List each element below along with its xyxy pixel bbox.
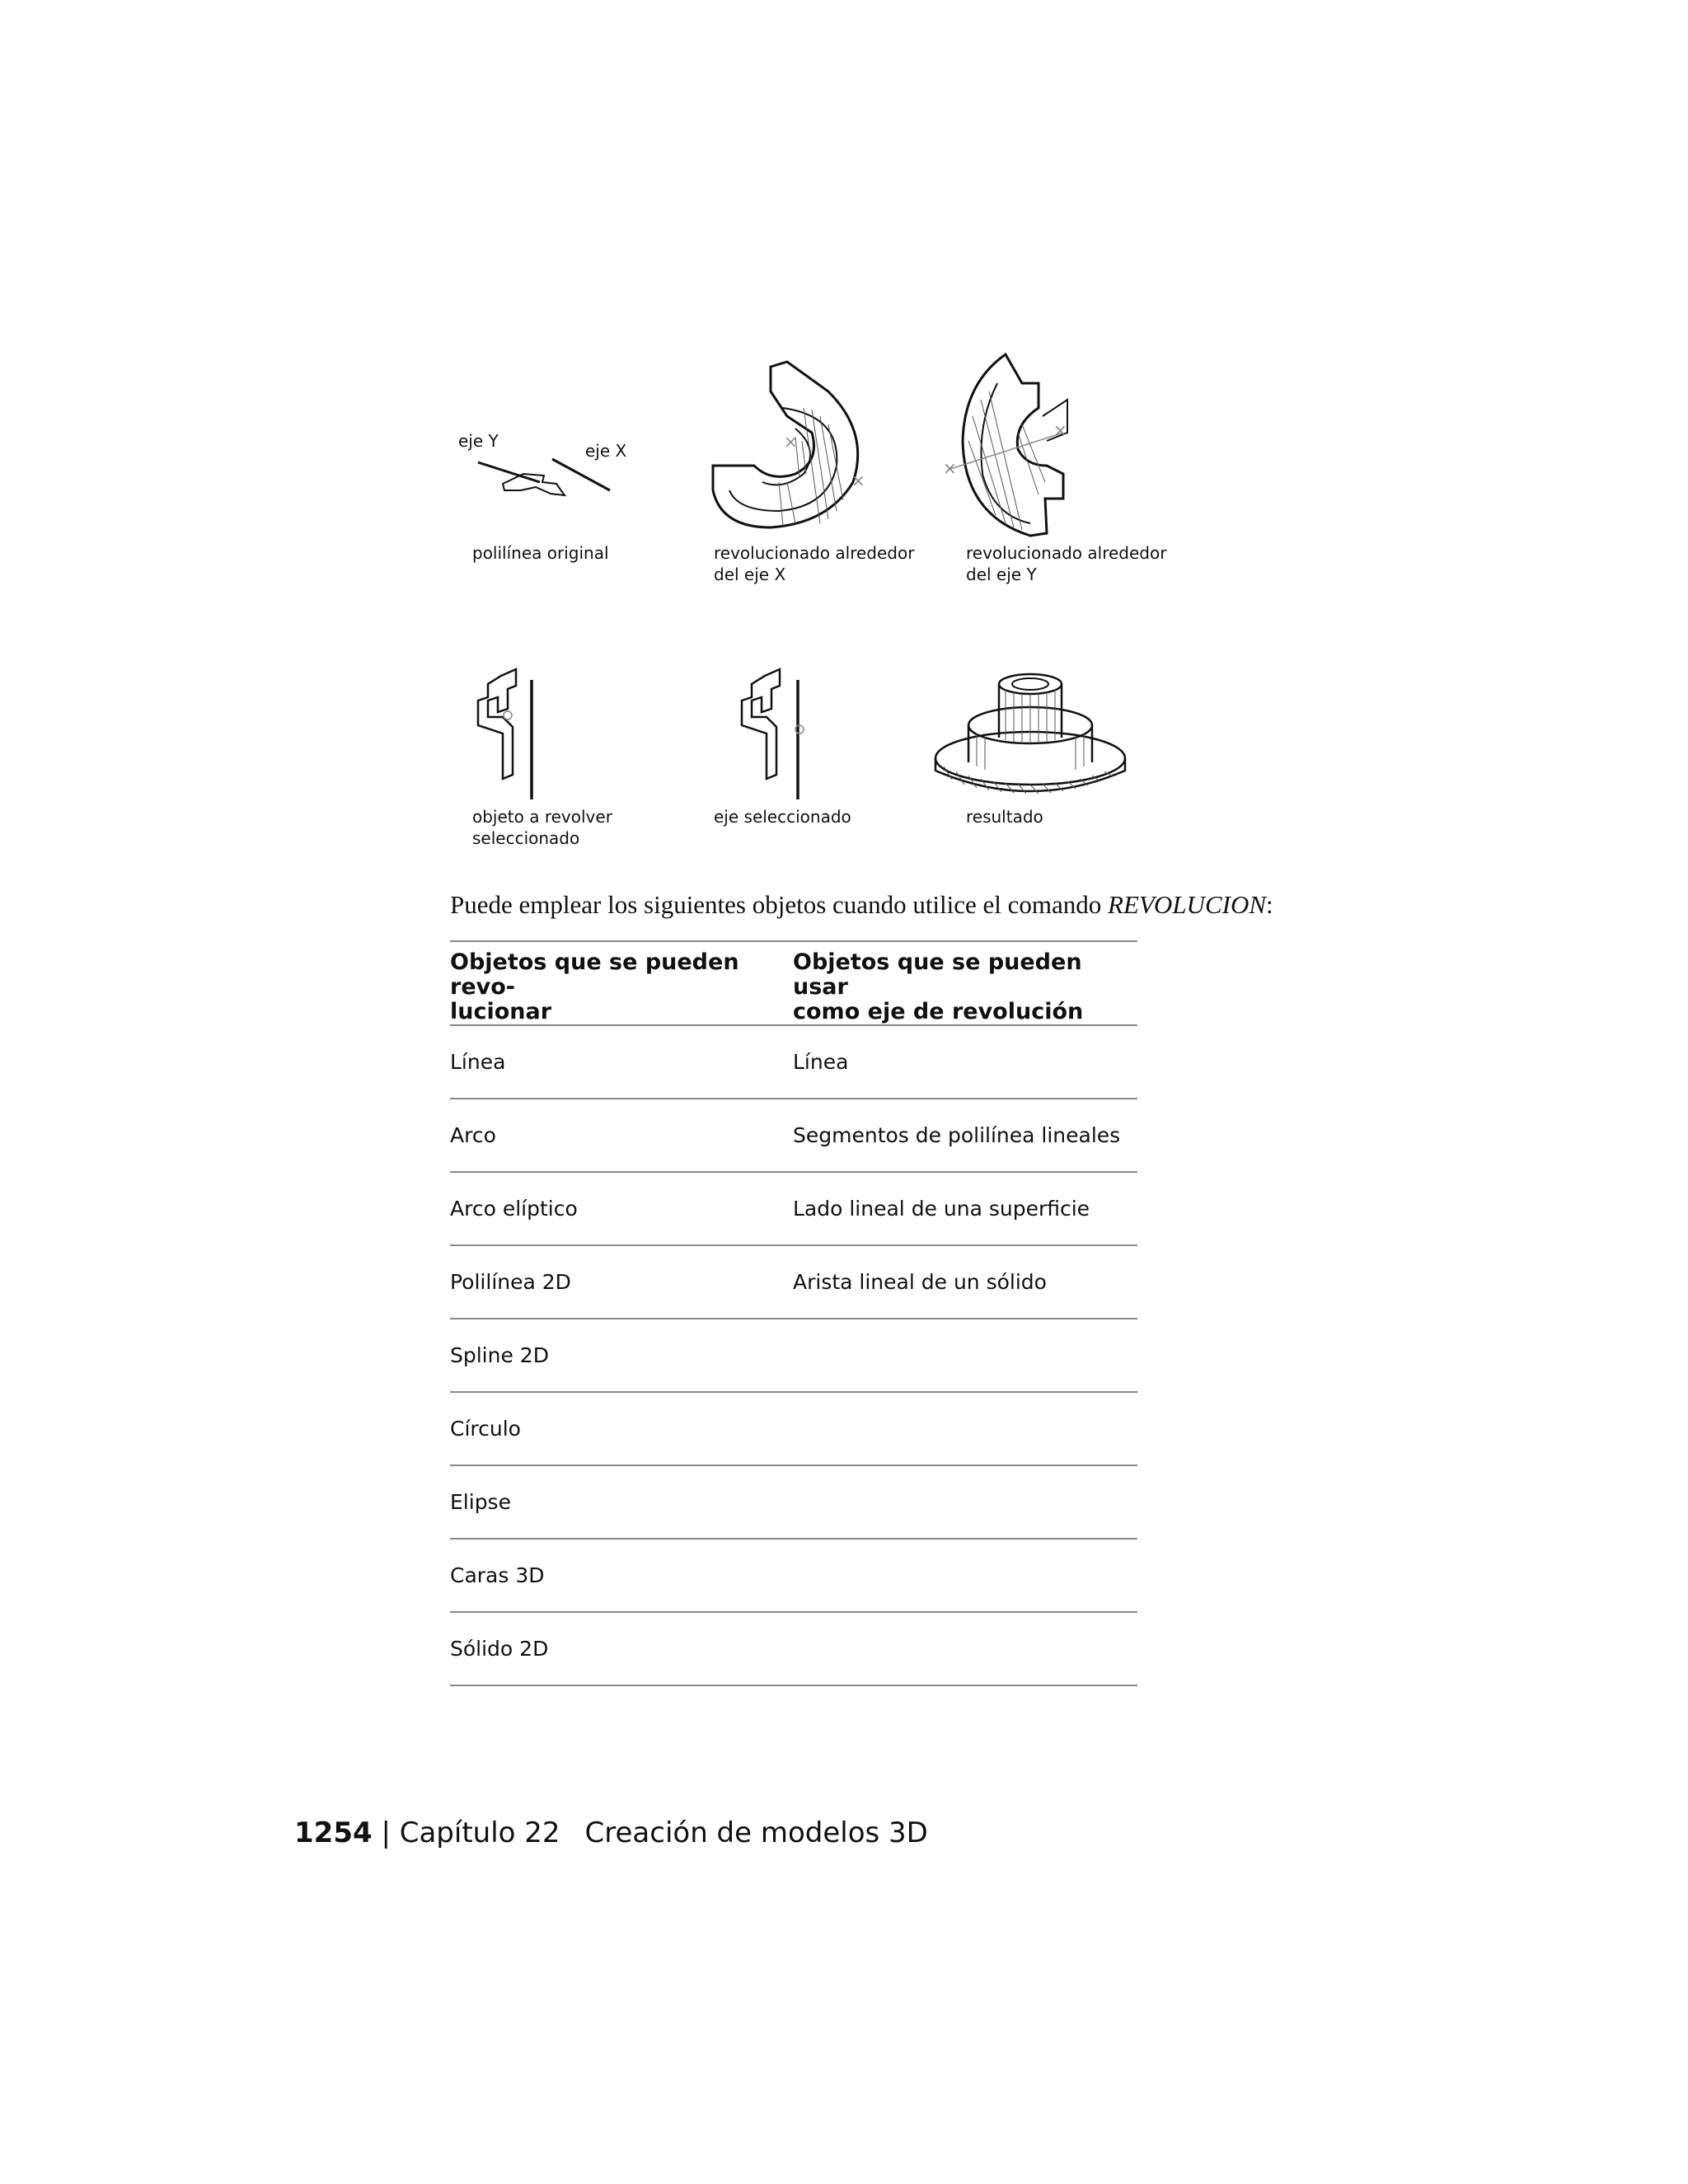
chapter-label: Capítulo 22 — [399, 1816, 560, 1849]
object-selected-drawing — [470, 668, 560, 804]
cell-revolvable-object: Arco elíptico — [450, 1172, 793, 1245]
result-drawing — [931, 668, 1129, 799]
cell-revolvable-object: Sólido 2D — [450, 1612, 793, 1685]
svg-text:×: × — [851, 471, 865, 490]
axis-y-label: eje Y — [458, 431, 499, 451]
figure-axis-selected — [734, 668, 824, 804]
cell-axis-object — [793, 1392, 1137, 1465]
figure-polyline-original — [445, 424, 643, 523]
intro-text: Puede emplear los siguientes objetos cuando utilice el comando — [450, 890, 1109, 919]
figure-result — [931, 668, 1129, 799]
table-row — [450, 1025, 1137, 1099]
cell-axis-object — [793, 1465, 1137, 1539]
page-number: 1254 — [294, 1816, 373, 1849]
polyline-drawing — [445, 424, 643, 523]
cell-axis-object — [793, 1539, 1137, 1612]
cell-axis-object — [793, 1612, 1137, 1685]
intro-paragraph — [450, 890, 1439, 920]
caption-axis-selected: eje seleccionado — [714, 807, 851, 827]
footer-separator: | — [372, 1816, 400, 1849]
cell-axis-object: Línea — [793, 1025, 1137, 1099]
chapter-title: Creación de modelos 3D — [584, 1816, 928, 1849]
svg-text:×: × — [1053, 420, 1067, 440]
cell-axis-object: Arista lineal de un sólido — [793, 1245, 1137, 1319]
table-row — [450, 1172, 1137, 1245]
page-footer — [294, 1816, 928, 1849]
table-row — [450, 1465, 1137, 1539]
header-revolvable-objects: Objetos que se pueden revo- lucionar — [450, 941, 793, 1025]
figure-revolved-y — [943, 350, 1121, 540]
svg-text:×: × — [943, 458, 957, 478]
svg-text:×: × — [784, 432, 798, 452]
table-header-row — [450, 941, 1137, 1025]
intro-suffix: : — [1266, 890, 1273, 919]
cell-revolvable-object: Elipse — [450, 1465, 793, 1539]
cell-axis-object — [793, 1319, 1137, 1392]
cell-revolvable-object: Arco — [450, 1099, 793, 1172]
caption-revolved-x: revolucionado alrededor del eje X — [714, 543, 915, 584]
table-row — [450, 1539, 1137, 1612]
cell-revolvable-object: Caras 3D — [450, 1539, 793, 1612]
cell-axis-object: Lado lineal de una superficie — [793, 1172, 1137, 1245]
figure-object-selected — [470, 668, 560, 804]
revolved-y-drawing — [943, 350, 1121, 540]
axis-x-label: eje X — [585, 441, 627, 461]
table-body — [450, 1025, 1137, 1685]
caption-revolved-y: revolucionado alrededor del eje Y — [966, 543, 1167, 584]
table-row — [450, 1099, 1137, 1172]
caption-polyline-original: polilínea original — [472, 543, 609, 563]
header-axis-objects: Objetos que se pueden usar como eje de revolución — [793, 941, 1137, 1025]
cell-revolvable-object: Spline 2D — [450, 1319, 793, 1392]
revolved-x-drawing — [705, 359, 886, 532]
cell-revolvable-object: Línea — [450, 1025, 793, 1099]
caption-object-selected: objeto a revolver seleccionado — [472, 807, 612, 848]
table-row — [450, 1612, 1137, 1685]
command-name: REVOLUCION — [1108, 890, 1267, 919]
caption-result: resultado — [966, 807, 1043, 827]
table-row — [450, 1392, 1137, 1465]
table-row — [450, 1319, 1137, 1392]
objects-table — [450, 940, 1137, 1686]
cell-revolvable-object: Círculo — [450, 1392, 793, 1465]
cell-axis-object: Segmentos de polilínea lineales — [793, 1099, 1137, 1172]
table-row — [450, 1245, 1137, 1319]
axis-selected-drawing — [734, 668, 824, 804]
cell-revolvable-object: Polilínea 2D — [450, 1245, 793, 1319]
figure-revolved-x — [705, 359, 886, 532]
